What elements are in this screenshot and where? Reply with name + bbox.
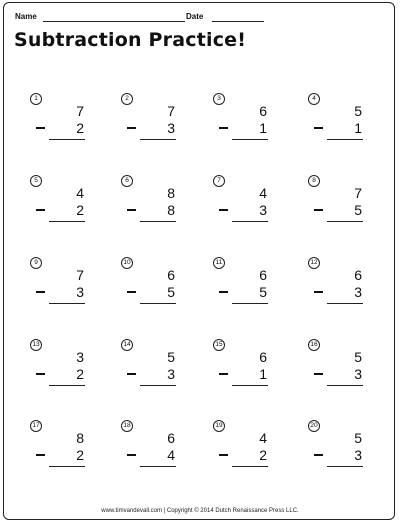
problem-6: [121, 175, 191, 235]
answer-line: [140, 139, 176, 140]
problem-20: [308, 420, 378, 480]
minuend: 6: [259, 267, 267, 283]
subtrahend: 3: [167, 120, 175, 136]
problem-4: [308, 93, 378, 153]
answer-line: [327, 385, 363, 386]
subtrahend: 2: [76, 447, 84, 463]
minus-sign-icon: [127, 209, 136, 211]
answer-line: [232, 466, 268, 467]
answer-line: [140, 221, 176, 222]
problem-number: 15: [213, 339, 225, 351]
minus-sign-icon: [314, 373, 323, 375]
problem-number: 4: [308, 93, 320, 105]
minuend: 7: [167, 103, 175, 119]
subtrahend: 8: [167, 202, 175, 218]
answer-line: [140, 385, 176, 386]
problem-7: [213, 175, 283, 235]
problem-number: 2: [121, 93, 133, 105]
answer-line: [327, 466, 363, 467]
problem-number: 16: [308, 339, 320, 351]
minus-sign-icon: [127, 127, 136, 129]
footer-copyright: www.timvandevall.com | Copyright © 2014 Dutch Renaissance Press LLC.: [101, 508, 299, 514]
minus-sign-icon: [219, 209, 228, 211]
minuend: 5: [354, 430, 362, 446]
answer-line: [327, 303, 363, 304]
answer-line: [140, 466, 176, 467]
answer-line: [49, 139, 85, 140]
answer-line: [49, 303, 85, 304]
problem-9: [30, 257, 100, 317]
problem-number: 12: [308, 257, 320, 269]
minus-sign-icon: [36, 209, 45, 211]
problem-2: [121, 93, 191, 153]
subtrahend: 3: [354, 447, 362, 463]
problem-number: 3: [213, 93, 225, 105]
subtrahend: 3: [76, 284, 84, 300]
minus-sign-icon: [36, 454, 45, 456]
problem-number: 18: [121, 420, 133, 432]
minuend: 7: [76, 267, 84, 283]
subtrahend: 2: [76, 202, 84, 218]
subtrahend: 1: [259, 120, 267, 136]
minuend: 8: [167, 185, 175, 201]
problem-13: [30, 339, 100, 399]
problem-1: [30, 93, 100, 153]
answer-line: [232, 221, 268, 222]
minus-sign-icon: [219, 454, 228, 456]
problem-5: [30, 175, 100, 235]
problem-number: 17: [30, 420, 42, 432]
minus-sign-icon: [36, 127, 45, 129]
date-label: Date: [186, 12, 204, 21]
problem-number: 8: [308, 175, 320, 187]
subtrahend: 5: [354, 202, 362, 218]
minuend: 3: [76, 349, 84, 365]
answer-line: [49, 466, 85, 467]
minuend: 4: [259, 185, 267, 201]
problem-number: 11: [213, 257, 225, 269]
answer-line: [327, 221, 363, 222]
date-field: [186, 12, 203, 21]
problem-3: [213, 93, 283, 153]
minus-sign-icon: [314, 291, 323, 293]
subtrahend: 5: [259, 284, 267, 300]
problem-number: 1: [30, 93, 42, 105]
problem-number: 10: [121, 257, 133, 269]
subtrahend: 3: [354, 284, 362, 300]
answer-line: [327, 139, 363, 140]
minus-sign-icon: [219, 373, 228, 375]
subtrahend: 3: [259, 202, 267, 218]
problem-8: [308, 175, 378, 235]
answer-line: [49, 385, 85, 386]
minus-sign-icon: [127, 291, 136, 293]
answer-line: [232, 385, 268, 386]
answer-line: [232, 303, 268, 304]
minus-sign-icon: [127, 454, 136, 456]
subtrahend: 2: [76, 120, 84, 136]
problem-17: [30, 420, 100, 480]
minuend: 5: [354, 349, 362, 365]
date-line: [212, 21, 264, 22]
minuend: 4: [259, 430, 267, 446]
minuend: 6: [167, 267, 175, 283]
subtrahend: 5: [167, 284, 175, 300]
name-line: [43, 21, 185, 22]
subtrahend: 1: [354, 120, 362, 136]
minuend: 8: [76, 430, 84, 446]
answer-line: [232, 139, 268, 140]
minus-sign-icon: [219, 127, 228, 129]
minuend: 7: [76, 103, 84, 119]
minuend: 7: [354, 185, 362, 201]
name-field: [15, 12, 37, 21]
minus-sign-icon: [127, 373, 136, 375]
problem-10: [121, 257, 191, 317]
name-label: Name: [15, 12, 37, 21]
problem-11: [213, 257, 283, 317]
problem-19: [213, 420, 283, 480]
minuend: 5: [167, 349, 175, 365]
problem-number: 20: [308, 420, 320, 432]
problem-number: 19: [213, 420, 225, 432]
minuend: 4: [76, 185, 84, 201]
problem-number: 9: [30, 257, 42, 269]
minuend: 5: [354, 103, 362, 119]
subtrahend: 3: [167, 366, 175, 382]
minuend: 6: [354, 267, 362, 283]
minus-sign-icon: [314, 209, 323, 211]
problem-14: [121, 339, 191, 399]
minuend: 6: [259, 349, 267, 365]
answer-line: [49, 221, 85, 222]
minus-sign-icon: [36, 373, 45, 375]
minuend: 6: [167, 430, 175, 446]
problem-18: [121, 420, 191, 480]
minus-sign-icon: [219, 291, 228, 293]
problem-12: [308, 257, 378, 317]
minuend: 6: [259, 103, 267, 119]
minus-sign-icon: [314, 127, 323, 129]
problem-number: 13: [30, 339, 42, 351]
page-title: Subtraction Practice!: [14, 29, 247, 51]
problem-number: 6: [121, 175, 133, 187]
problem-number: 14: [121, 339, 133, 351]
problem-number: 7: [213, 175, 225, 187]
problem-15: [213, 339, 283, 399]
problem-number: 5: [30, 175, 42, 187]
subtrahend: 2: [259, 447, 267, 463]
minus-sign-icon: [36, 291, 45, 293]
problem-16: [308, 339, 378, 399]
subtrahend: 3: [354, 366, 362, 382]
answer-line: [140, 303, 176, 304]
subtrahend: 1: [259, 366, 267, 382]
subtrahend: 2: [76, 366, 84, 382]
subtrahend: 4: [167, 447, 175, 463]
minus-sign-icon: [314, 454, 323, 456]
